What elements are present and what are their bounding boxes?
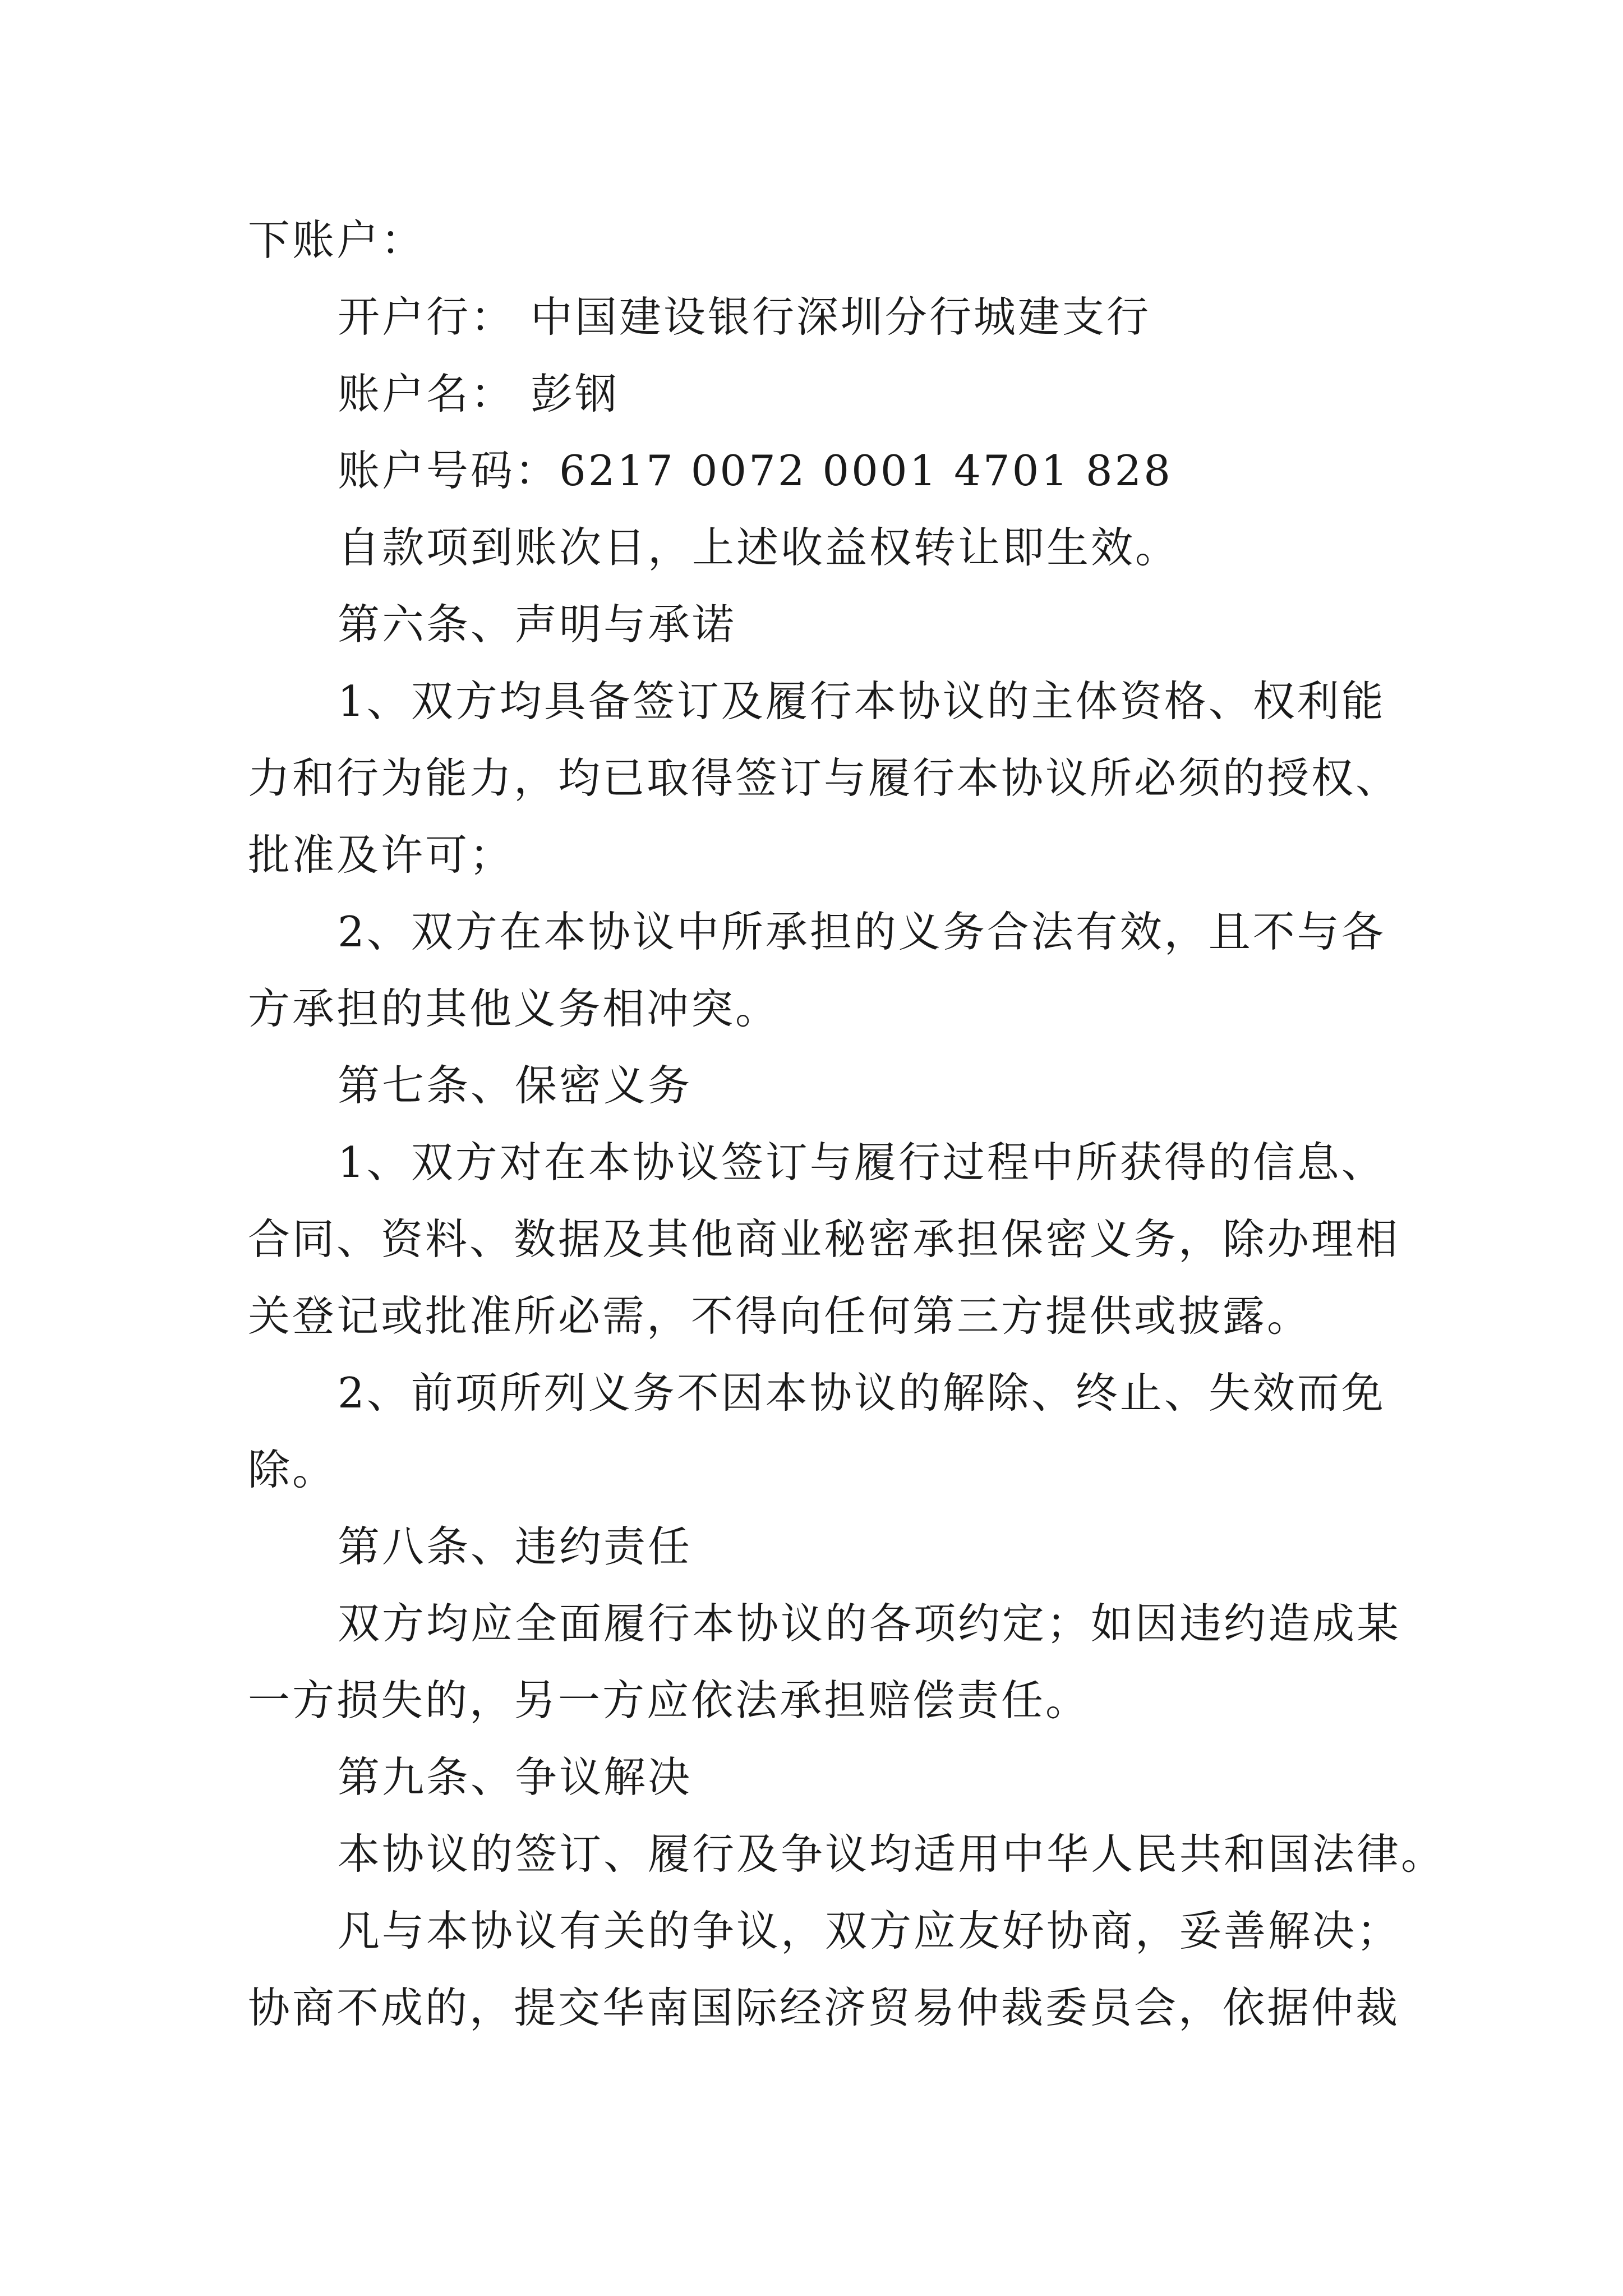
text-line: 自款项到账次日，上述收益权转让即生效。	[338, 523, 1180, 572]
text-line: 本协议的签订、履行及争议均适用中华人民共和国法律。	[338, 1829, 1446, 1879]
section-heading: 第八条、违约责任	[338, 1522, 693, 1571]
text-line: 协商不成的，提交华南国际经济贸易仲裁委员会，依据仲裁	[248, 1983, 1400, 2032]
text-line: 合同、资料、数据及其他商业秘密承担保密义务，除办理相	[248, 1214, 1400, 1264]
section-heading: 第六条、声明与承诺	[338, 600, 737, 649]
text-line: 除。	[248, 1445, 337, 1494]
text-line: 一方损失的，另一方应依法承担赔偿责任。	[248, 1676, 1090, 1725]
text-line: 开户行： 中国建设银行深圳分行城建支行	[338, 292, 1151, 342]
document-body	[248, 202, 1446, 2046]
text-line: 2、前项所列义务不因本协议的解除、终止、失效而免	[338, 1368, 1386, 1418]
section-heading: 第九条、争议解决	[338, 1752, 693, 1802]
text-line: 账户名： 彭钢	[338, 369, 619, 418]
text-line: 关登记或批准所必需，不得向任何第三方提供或披露。	[248, 1291, 1312, 1341]
text-line: 凡与本协议有关的争议，双方应友好协商，妥善解决；	[338, 1906, 1401, 1955]
text-line: 方承担的其他义务相冲突。	[248, 984, 780, 1033]
text-line: 下账户：	[248, 215, 426, 265]
section-heading: 第七条、保密义务	[338, 1061, 693, 1110]
text-line: 双方均应全面履行本协议的各项约定；如因违约造成某	[338, 1599, 1401, 1648]
text-line: 1、双方均具备签订及履行本协议的主体资格、权利能	[338, 677, 1386, 726]
text-line: 2、双方在本协议中所承担的义务合法有效，且不与各	[338, 907, 1386, 956]
text-line: 账户号码：6217 0072 0001 4701 828	[338, 446, 1173, 495]
text-line: 批准及许可；	[248, 830, 514, 880]
text-line: 力和行为能力，均已取得签订与履行本协议所必须的授权、	[248, 753, 1400, 803]
text-line: 1、双方对在本协议签订与履行过程中所获得的信息、	[338, 1138, 1386, 1187]
